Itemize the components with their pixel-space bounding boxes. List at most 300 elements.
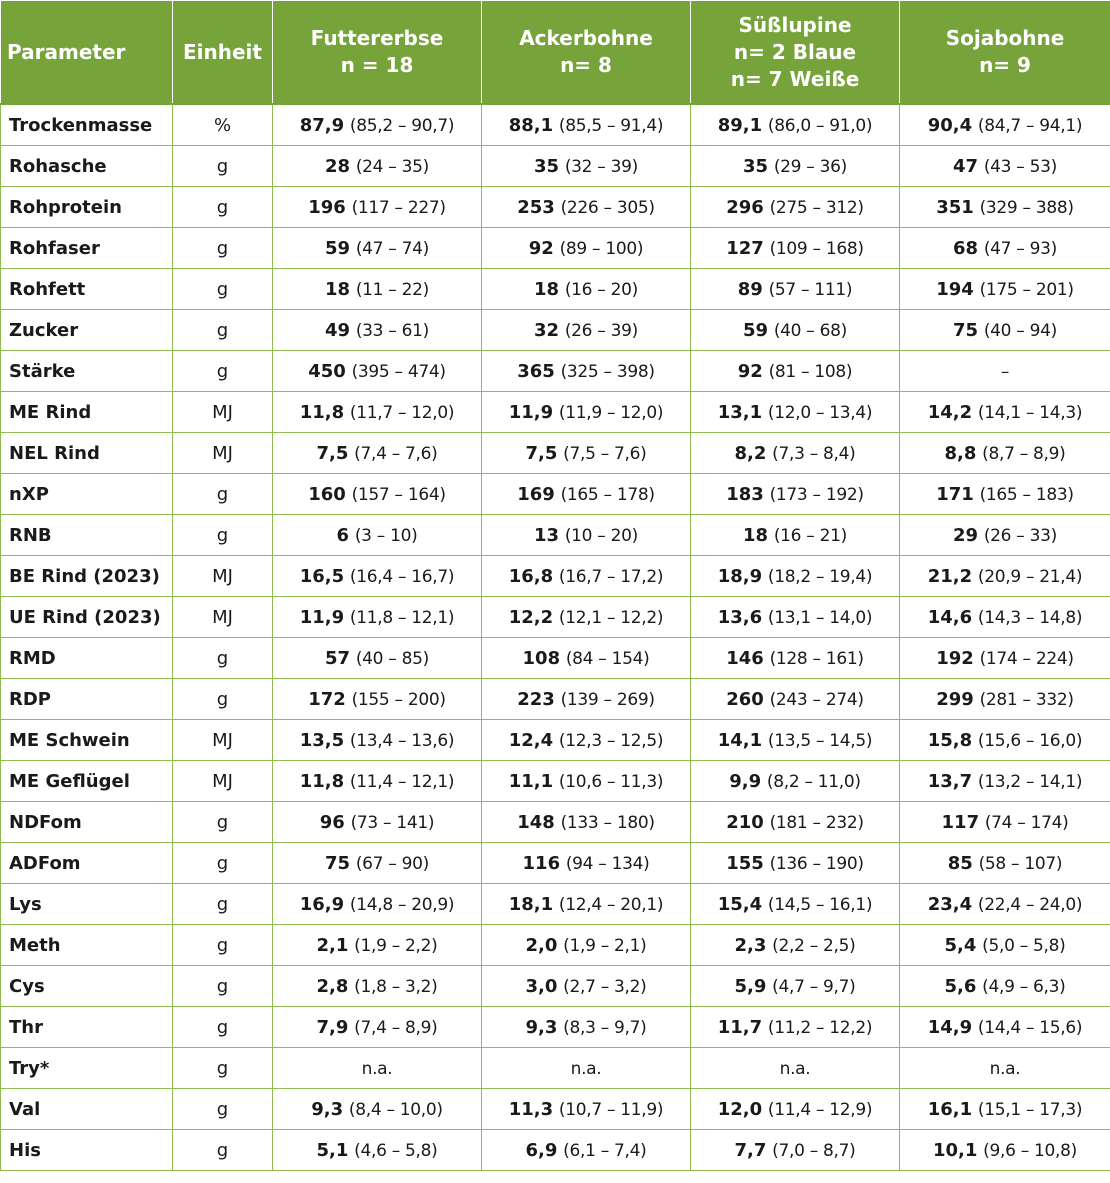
value-cell [482,679,691,720]
table-row [1,1007,1110,1048]
range-value: (14,1 – 14,3) [977,402,1083,423]
range-value: (12,3 – 12,5) [558,730,664,751]
mean-value: 6,9 [525,1139,558,1161]
range-value: (4,7 – 9,7) [772,976,856,997]
mean-value: 7,5 [316,442,349,464]
value-cell [691,392,900,433]
mean-value: 7,7 [734,1139,767,1161]
mean-value: 9,3 [525,1016,558,1038]
value-cell [273,966,482,1007]
value-cell [691,1089,900,1130]
value-cell [482,556,691,597]
unit-cell: g [173,966,273,1007]
mean-value: 13,6 [717,606,763,628]
range-value: (13,5 – 14,5) [767,730,873,751]
mean-value: 11,9 [299,606,345,628]
table-row [1,1130,1110,1171]
value-cell [273,228,482,269]
parameter-cell: Rohprotein [1,187,173,228]
value-cell [900,884,1110,925]
parameter-cell: Try* [1,1048,173,1089]
parameter-cell: nXP [1,474,173,515]
mean-value: 14,6 [927,606,973,628]
mean-value: 89 [737,278,763,300]
range-value: (1,9 – 2,1) [563,935,647,956]
header-sojabohne [900,1,1110,105]
unit-cell: g [173,638,273,679]
header-line: Sojabohne [945,26,1065,50]
range-value: (7,0 – 8,7) [772,1140,856,1161]
mean-value: 6 [336,524,350,546]
range-value: (226 – 305) [560,197,655,218]
value-cell [900,761,1110,802]
value-cell [482,802,691,843]
mean-value: 85 [947,852,973,874]
value-cell [482,1048,691,1089]
parameter-cell: Thr [1,1007,173,1048]
range-value: (33 – 61) [355,320,429,341]
mean-value: 12,4 [508,729,554,751]
mean-value: 210 [726,811,764,833]
parameter-cell: Val [1,1089,173,1130]
mean-value: 253 [517,196,555,218]
value-cell [691,966,900,1007]
parameter-cell: RMD [1,638,173,679]
range-value: n.a. [779,1058,811,1079]
mean-value: 9,3 [311,1098,344,1120]
mean-value: 450 [308,360,346,382]
value-cell [691,556,900,597]
mean-value: 8,2 [734,442,767,464]
header-ackerbohne [482,1,691,105]
value-cell [482,966,691,1007]
range-value: (395 – 474) [351,361,446,382]
value-cell [482,638,691,679]
table-body [1,104,1110,1171]
mean-value: 18 [325,278,351,300]
mean-value: 3,0 [525,975,558,997]
parameter-cell: ME Geflügel [1,761,173,802]
range-value: (40 – 94) [983,320,1057,341]
range-value: (15,1 – 17,3) [977,1099,1083,1120]
value-cell [273,679,482,720]
unit-cell: g [173,269,273,310]
value-cell [900,433,1110,474]
table-row [1,761,1110,802]
unit-cell: MJ [173,720,273,761]
parameter-cell: ADFom [1,843,173,884]
range-value: – [1000,361,1010,382]
range-value: (175 – 201) [979,279,1074,300]
table-header [1,1,1110,105]
table-row [1,351,1110,392]
parameter-cell: NEL Rind [1,433,173,474]
parameter-cell: Rohfett [1,269,173,310]
range-value: (4,9 – 6,3) [982,976,1066,997]
range-value: (8,7 – 8,9) [982,443,1066,464]
parameter-cell: Trockenmasse [1,104,173,146]
mean-value: 28 [325,155,351,177]
value-cell [691,1130,900,1171]
header-row [1,1,1110,105]
range-value: (8,3 – 9,7) [563,1017,647,1038]
mean-value: 127 [726,237,764,259]
table-row [1,843,1110,884]
mean-value: 223 [517,688,555,710]
table-row [1,638,1110,679]
range-value: (133 – 180) [560,812,655,833]
header-parameter: Parameter [1,1,173,105]
range-value: (9,6 – 10,8) [983,1140,1078,1161]
table-row [1,228,1110,269]
unit-cell: MJ [173,556,273,597]
value-cell [691,187,900,228]
value-cell [273,556,482,597]
value-cell [273,1007,482,1048]
value-cell [900,1007,1110,1048]
header-einheit: Einheit [173,1,273,105]
range-value: (16 – 21) [773,525,847,546]
mean-value: 13,7 [927,770,973,792]
range-value: (10,7 – 11,9) [558,1099,664,1120]
range-value: (26 – 33) [983,525,1057,546]
value-cell [482,104,691,146]
value-cell [273,761,482,802]
table-row [1,597,1110,638]
mean-value: 35 [534,155,560,177]
value-cell [273,310,482,351]
mean-value: 29 [953,524,979,546]
mean-value: 296 [726,196,764,218]
range-value: (11,8 – 12,1) [349,607,455,628]
value-cell [691,474,900,515]
range-value: (139 – 269) [560,689,655,710]
mean-value: 14,9 [927,1016,973,1038]
range-value: (13,4 – 13,6) [349,730,455,751]
range-value: (74 – 174) [984,812,1069,833]
value-cell [273,351,482,392]
mean-value: 365 [517,360,555,382]
parameter-cell: Stärke [1,351,173,392]
mean-value: 90,4 [927,114,973,136]
value-cell [900,104,1110,146]
range-value: (6,1 – 7,4) [563,1140,647,1161]
parameter-cell: NDFom [1,802,173,843]
range-value: (4,6 – 5,8) [354,1140,438,1161]
value-cell [482,1007,691,1048]
table-row [1,1089,1110,1130]
value-cell [273,474,482,515]
mean-value: 12,0 [717,1098,763,1120]
mean-value: 2,8 [316,975,349,997]
unit-cell: g [173,925,273,966]
unit-cell: g [173,146,273,187]
mean-value: 11,8 [299,770,345,792]
mean-value: 172 [308,688,346,710]
value-cell [691,228,900,269]
value-cell [691,638,900,679]
mean-value: 7,9 [316,1016,349,1038]
range-value: (40 – 68) [773,320,847,341]
range-value: (136 – 190) [769,853,864,874]
header-line: Süßlupine [738,12,852,37]
range-value: (10,6 – 11,3) [558,771,664,792]
range-value: (3 – 10) [354,525,418,546]
range-value: (73 – 141) [350,812,435,833]
mean-value: 96 [319,811,345,833]
parameter-cell: UE Rind (2023) [1,597,173,638]
value-cell [482,392,691,433]
value-cell [900,1089,1110,1130]
range-value: (11,4 – 12,1) [349,771,455,792]
range-value: (11,9 – 12,0) [558,402,664,423]
mean-value: 7,5 [525,442,558,464]
mean-value: 5,6 [944,975,977,997]
value-cell [900,679,1110,720]
mean-value: 21,2 [927,565,973,587]
header-line: Futtererbse [310,26,444,50]
range-value: (2,2 – 2,5) [772,935,856,956]
value-cell [482,351,691,392]
mean-value: 18 [743,524,769,546]
range-value: (14,4 – 15,6) [977,1017,1083,1038]
mean-value: 169 [517,483,555,505]
value-cell [482,228,691,269]
mean-value: 11,8 [299,401,345,423]
range-value: (26 – 39) [564,320,638,341]
table-row [1,104,1110,146]
value-cell [482,720,691,761]
range-value: (43 – 53) [983,156,1057,177]
range-value: (128 – 161) [769,648,864,669]
value-cell [900,474,1110,515]
header-futtererbse [273,1,482,105]
range-value: (85,5 – 91,4) [558,115,664,136]
table-row [1,187,1110,228]
mean-value: 92 [528,237,554,259]
unit-cell: g [173,228,273,269]
unit-cell: g [173,474,273,515]
range-value: (11,4 – 12,9) [767,1099,873,1120]
value-cell [900,720,1110,761]
unit-cell: g [173,1130,273,1171]
value-cell [482,187,691,228]
value-cell [900,187,1110,228]
value-cell [482,433,691,474]
value-cell [900,597,1110,638]
range-value: n.a. [570,1058,602,1079]
value-cell [482,884,691,925]
range-value: (22,4 – 24,0) [977,894,1083,915]
unit-cell: g [173,1089,273,1130]
value-cell [691,310,900,351]
mean-value: 18,1 [508,893,554,915]
parameter-cell: Cys [1,966,173,1007]
value-cell [482,515,691,556]
range-value: (16,4 – 16,7) [349,566,455,587]
range-value: (12,4 – 20,1) [558,894,664,915]
range-value: (89 – 100) [559,238,644,259]
mean-value: 23,4 [927,893,973,915]
value-cell [900,802,1110,843]
parameter-cell: Zucker [1,310,173,351]
value-cell [900,228,1110,269]
value-cell [691,761,900,802]
value-cell [273,884,482,925]
value-cell [900,146,1110,187]
value-cell [900,556,1110,597]
mean-value: 14,1 [717,729,763,751]
value-cell [691,146,900,187]
range-value: (18,2 – 19,4) [767,566,873,587]
range-value: (14,8 – 20,9) [349,894,455,915]
range-value: n.a. [989,1058,1021,1079]
value-cell [273,146,482,187]
value-cell [273,392,482,433]
range-value: (243 – 274) [769,689,864,710]
parameter-cell: ME Schwein [1,720,173,761]
value-cell [273,104,482,146]
value-cell [900,638,1110,679]
unit-cell: g [173,310,273,351]
value-cell [691,351,900,392]
value-cell [900,515,1110,556]
unit-cell: g [173,1007,273,1048]
parameter-cell: Meth [1,925,173,966]
range-value: (275 – 312) [769,197,864,218]
value-cell [691,925,900,966]
value-cell [691,104,900,146]
mean-value: 11,1 [508,770,554,792]
mean-value: 196 [308,196,346,218]
table-row [1,925,1110,966]
mean-value: 18,9 [717,565,763,587]
range-value: (67 – 90) [355,853,429,874]
table-row [1,556,1110,597]
mean-value: 146 [726,647,764,669]
mean-value: 5,4 [944,934,977,956]
unit-cell: g [173,679,273,720]
value-cell [691,433,900,474]
value-cell [273,1130,482,1171]
mean-value: 148 [517,811,555,833]
range-value: (81 – 108) [768,361,853,382]
table-row [1,802,1110,843]
table-row [1,146,1110,187]
range-value: (7,5 – 7,6) [563,443,647,464]
range-value: (165 – 183) [979,484,1074,505]
value-cell [482,146,691,187]
mean-value: 92 [737,360,763,382]
mean-value: 13,1 [717,401,763,423]
value-cell [273,269,482,310]
range-value: (14,3 – 14,8) [977,607,1083,628]
range-value: (12,1 – 12,2) [558,607,664,628]
value-cell [691,843,900,884]
range-value: (329 – 388) [979,197,1074,218]
value-cell [273,433,482,474]
range-value: (47 – 93) [983,238,1057,259]
mean-value: 16,1 [927,1098,973,1120]
range-value: (174 – 224) [979,648,1074,669]
range-value: (29 – 36) [773,156,847,177]
range-value: (16 – 20) [564,279,638,300]
unit-cell: MJ [173,761,273,802]
unit-cell: % [173,104,273,146]
mean-value: 10,1 [932,1139,978,1161]
header-line: n= 7 Weiße [730,66,860,91]
range-value: (7,3 – 8,4) [772,443,856,464]
value-cell [482,310,691,351]
value-cell [273,1048,482,1089]
mean-value: 2,3 [734,934,767,956]
value-cell [900,966,1110,1007]
table-row [1,1048,1110,1089]
header-suesslupine [691,1,900,105]
value-cell [900,310,1110,351]
value-cell [900,1048,1110,1089]
header-line: n= 2 Blaue [733,39,857,64]
range-value: (7,4 – 7,6) [354,443,438,464]
mean-value: 14,2 [927,401,973,423]
table-row [1,515,1110,556]
mean-value: 16,8 [508,565,554,587]
mean-value: 12,2 [508,606,554,628]
parameter-cell: RNB [1,515,173,556]
range-value: (10 – 20) [564,525,638,546]
mean-value: 15,8 [927,729,973,751]
value-cell [900,392,1110,433]
range-value: (16,7 – 17,2) [558,566,664,587]
table-row [1,269,1110,310]
range-value: (155 – 200) [351,689,446,710]
range-value: (109 – 168) [769,238,864,259]
range-value: (15,6 – 16,0) [977,730,1083,751]
value-cell [900,351,1110,392]
value-cell [482,843,691,884]
mean-value: 59 [743,319,769,341]
value-cell [691,884,900,925]
range-value: (5,0 – 5,8) [982,935,1066,956]
range-value: (47 – 74) [355,238,429,259]
range-value: (85,2 – 90,7) [349,115,455,136]
range-value: (173 – 192) [769,484,864,505]
unit-cell: g [173,884,273,925]
range-value: (181 – 232) [769,812,864,833]
unit-cell: MJ [173,433,273,474]
parameter-cell: RDP [1,679,173,720]
unit-cell: g [173,802,273,843]
mean-value: 108 [522,647,561,669]
value-cell [900,1130,1110,1171]
value-cell [273,638,482,679]
mean-value: 18 [534,278,560,300]
mean-value: 2,1 [316,934,349,956]
parameter-cell: Rohfaser [1,228,173,269]
value-cell [482,1130,691,1171]
table-row [1,966,1110,1007]
value-cell [273,597,482,638]
value-cell [273,802,482,843]
range-value: (7,4 – 8,9) [354,1017,438,1038]
header-line: n= 8 [560,53,612,77]
mean-value: 194 [936,278,974,300]
mean-value: 47 [953,155,979,177]
header-line: Ackerbohne [519,26,653,50]
table-row [1,884,1110,925]
value-cell [691,1048,900,1089]
range-value: (14,5 – 16,1) [767,894,873,915]
